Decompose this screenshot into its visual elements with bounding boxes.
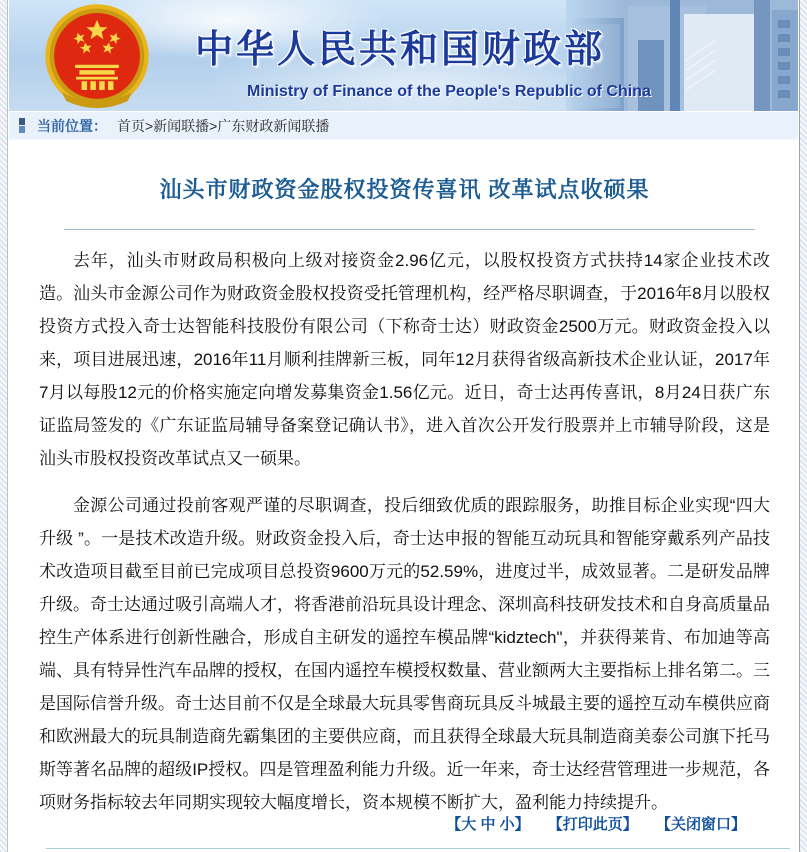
left-hatched-border: [0, 0, 8, 852]
breadcrumb-marker-icon: [19, 118, 25, 133]
page-body: [9, 0, 798, 852]
site-banner: [9, 0, 798, 112]
breadcrumb-label: 当前位置：: [37, 117, 107, 134]
bottom-divider: [46, 848, 790, 849]
national-emblem-icon: [41, 2, 153, 112]
site-title-chinese: 中华人民共和国财政部: [195, 29, 606, 71]
title-divider: [64, 229, 755, 230]
right-hatched-border: [799, 0, 807, 852]
font-size-buttons[interactable]: 【大 中 小】: [446, 816, 530, 833]
article-paragraph-2: 金源公司通过投前客观严谨的尽职调查，投后细致优质的跟踪服务，助推目标企业实现“四大升级 ”。一是技术改造升级。财政资金投入后，奇士达申报的智能互动玩具和智能穿戴系列产品技术改造项目截至目前已完成项目总投资9600万元的52.59%，进度过半，成效显著。二是研发品牌升级。奇士达通过吸引高端人才，将香港前沿玩具设计理念、深圳高科技研发技术和自身高质量品控生产体系进行创新性融合，形成自主研发的遥控车模品牌“kidztech"，并获得莱肯、布加迪等高端、具有特异性汽车品牌的授权，在国内遥控车模授权数量、营业额两大主要指标上排名第二。三是国际信誉升级。奇士达目前不仅是全球最大玩具零售商玩具反斗城最主要的遥控互动车模供应商和欧洲最大的玩具制造商先霸集团的主要供应商，而且获得全球最大玩具制造商美泰公司旗下托马斯等著名品牌的超级IP授权。四是管理盈利能力升级。近一年来，奇士达经营管理进一步规范，各项财务指标较去年同期实现较大幅度增长，资本规模不断扩大，盈利能力持续提升。: [39, 496, 770, 812]
article-paragraph-1: 去年，汕头市财政局积极向上级对接资金2.96亿元，以股权投资方式扶持14家企业技术改造。汕头市金源公司作为财政资金股权投资受托管理机构，经严格尽职调查，于2016年8月以股权投资方式投入奇士达智能科技股份有限公司（下称奇士达）财政资金2500万元。财政资金投入以来，项目进展迅速，2016年11月顺利挂牌新三板，同年12月获得省级高新技术企业认证，2017年7月以每股12元的价格实施定向增发募集资金1.56亿元。近日，奇士达再传喜讯，8月24日获广东证监局签发的《广东证监局辅导备案登记确认书》，进入首次公开发行股票并上市辅导阶段，这是汕头市股权投资改革试点又一硕果。: [39, 251, 770, 468]
close-window-button[interactable]: 【关闭窗口】: [655, 816, 746, 833]
site-title-english: Ministry of Finance of the People's Republic of China: [247, 83, 651, 100]
article-toolbar: [9, 813, 798, 834]
banner-titles: [195, 18, 665, 101]
print-page-button[interactable]: 【打印此页】: [547, 816, 638, 833]
article-area: [9, 173, 798, 819]
breadcrumb-path[interactable]: 首页>新闻联播>广东财政新闻联播: [117, 117, 330, 134]
article-title: 汕头市财政资金股权投资传喜讯 改革试点收硕果: [159, 177, 650, 202]
breadcrumb-bar: [9, 112, 798, 140]
